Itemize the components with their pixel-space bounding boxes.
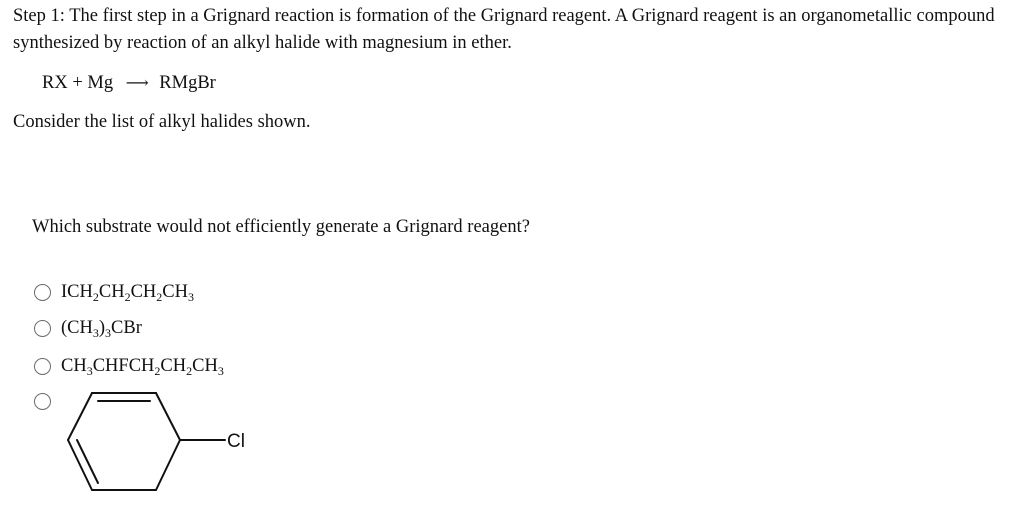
- formula-subscript: 3: [86, 364, 93, 378]
- equation-reactants: RX + Mg: [42, 73, 114, 93]
- formula-text: ICH: [61, 282, 93, 302]
- question-text: Which substrate would not efficiently generate a Grignard reagent?: [32, 217, 530, 237]
- ring-bond: [156, 440, 180, 490]
- structure-drawing: [60, 386, 260, 496]
- formula-text: CH: [160, 356, 187, 376]
- formula-subscript: 3: [105, 326, 112, 340]
- formula-text: (CH: [61, 318, 93, 338]
- answer-option-3[interactable]: [34, 356, 224, 377]
- ring-double-bond: [77, 440, 98, 483]
- answer-option-2[interactable]: [34, 318, 142, 339]
- option-formula: [61, 282, 194, 303]
- ring-bond: [68, 393, 92, 440]
- formula-text: ): [98, 318, 106, 338]
- chlorine-label: Cl: [227, 431, 245, 452]
- formula-subscript: 2: [92, 290, 99, 304]
- formula-subscript: 2: [156, 290, 163, 304]
- chlorocyclohexene-structure: [60, 386, 260, 496]
- formula-text: CH: [130, 282, 157, 302]
- formula-subscript: 3: [187, 290, 194, 304]
- formula-text: CH: [98, 282, 125, 302]
- option-formula: [61, 356, 224, 377]
- formula-text: CBr: [111, 318, 142, 338]
- answer-option-4[interactable]: [34, 393, 61, 410]
- consider-text: Consider the list of alkyl halides shown.: [13, 112, 311, 132]
- formula-subscript: 2: [186, 364, 193, 378]
- equation-product: RMgBr: [159, 73, 216, 93]
- answer-option-1[interactable]: [34, 282, 194, 303]
- radio-button[interactable]: [34, 358, 51, 375]
- reaction-equation: [42, 70, 216, 97]
- intro-paragraph: Step 1: The first step in a Grignard reaction is formation of the Grignard reagent. A Grignard reagent is an organometallic compound synthesized by reaction of an alkyl halide with magnesium in ether.: [13, 6, 995, 53]
- radio-button[interactable]: [34, 284, 51, 301]
- reaction-arrow-icon: ⟶: [125, 75, 149, 92]
- formula-subscript: 2: [124, 290, 131, 304]
- formula-text: CH: [162, 282, 188, 302]
- formula-subscript: 2: [154, 364, 161, 378]
- formula-text: CH: [192, 356, 218, 376]
- formula-text: CHFCH: [92, 356, 155, 376]
- ring-bond: [156, 393, 180, 440]
- formula-subscript: 3: [217, 364, 224, 378]
- radio-button[interactable]: [34, 320, 51, 337]
- option-formula: [61, 318, 142, 339]
- radio-button[interactable]: [34, 393, 51, 410]
- formula-subscript: 3: [92, 326, 99, 340]
- formula-text: CH: [61, 356, 87, 376]
